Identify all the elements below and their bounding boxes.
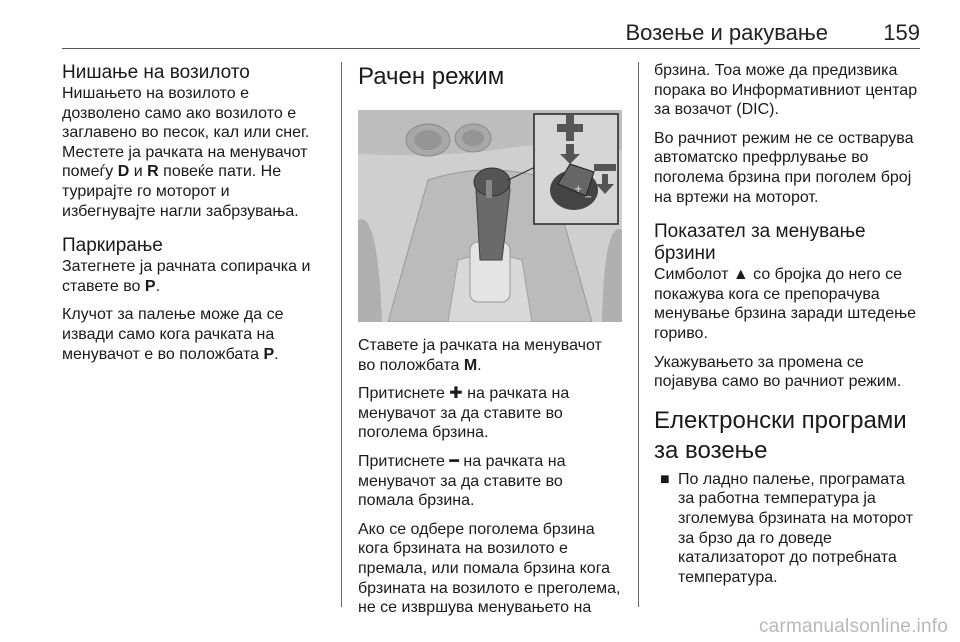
- parking-p2-text: Клучот за палење може да се извади само кога рачката на менувачот е во положбата: [62, 306, 284, 363]
- section-heading-parking: Паркирање: [62, 235, 163, 257]
- parking-paragraph-1: [62, 257, 326, 296]
- inset-minus-label: −: [584, 192, 593, 203]
- manual-paragraph-3: [358, 452, 622, 511]
- upshift-paragraph: Во рачниот режим не се остварува автоматско префрлување во поголема брзина при поголем број на вртежи на моторот.: [654, 129, 914, 206]
- indicator-paragraph-1: Симболот ▲ со бројка до него се покажува кога се препорачува менување брзина заради штедење гориво.: [654, 266, 917, 342]
- parking-p1-end: .: [155, 277, 161, 295]
- indicator-paragraph-2: Укажувањето за промена се појавува само во рачниот режим.: [654, 353, 902, 391]
- manual-paragraph-1: [358, 336, 622, 375]
- page-number: 159: [883, 20, 920, 45]
- continued-paragraph: брзина. Тоа може да предизвика порака во Информативниот центар за возачот (DIC).: [654, 62, 918, 119]
- parking-p1-text: Затегнете ја рачната сопирачка и ставете во: [62, 258, 311, 295]
- header-title: Возење и ракување: [625, 20, 828, 45]
- column-2: [358, 62, 622, 618]
- square-bullet-icon: ■: [660, 470, 670, 488]
- towing-text-b: повеќе пати. Не турирајте го моторот и избегнувајте нагли забрзувања.: [62, 163, 299, 220]
- gear-p-label: P: [263, 345, 275, 363]
- gear-p-label: P: [144, 277, 156, 295]
- manual-p2-pre: Притиснете: [358, 385, 450, 403]
- page-header: [62, 14, 920, 49]
- list-item: [654, 470, 922, 588]
- manual-p1-text: Ставете ја рачката на менувачот во положбата: [358, 337, 602, 374]
- inset-plus-label: +: [574, 184, 583, 195]
- towing-text-a: Нишањето на возилото е дозволено само ако возилото е заглавено во песок, кал или снег. Местете ја рачката на менувачот помеѓу: [62, 85, 310, 181]
- gear-m-label: M: [463, 356, 478, 374]
- watermark: carmanualsonline.info: [758, 616, 948, 637]
- gear-lever-drawing: [358, 110, 622, 322]
- manual-paragraph-4: Ако се одбере поголема брзина кога брзината на возилото е премала, или помала брзина кога брзината на возилото е преголема, не се извршува менувањето на: [358, 520, 621, 617]
- gear-lever-illustration: [358, 110, 622, 322]
- parking-paragraph-2: [62, 305, 326, 364]
- section-heading-driving-programs: Електронски програми за возење: [654, 406, 907, 464]
- column-1: [62, 62, 326, 364]
- bullet-text: По ладно палење, програмата за работна температура ја зголемува брзината на моторот за брзо да го доведе катализаторот до потребната температура.: [678, 470, 914, 586]
- manual-p3-post: на рачката на менувачот за да ставите во помала брзина.: [358, 452, 566, 510]
- manual-p2-post: на рачката на менувачот за да ставите во поголема брзина.: [358, 385, 570, 442]
- column-divider: [638, 62, 639, 607]
- minus-icon: ━: [449, 452, 459, 470]
- gear-r-label: R: [147, 163, 159, 181]
- parking-p2-end: .: [274, 345, 279, 363]
- column-3: [654, 62, 922, 587]
- section-heading-manual-mode: Рачен режим: [358, 63, 505, 90]
- section-heading-towing: Нишање на возилото: [62, 62, 250, 83]
- towing-text-and: и: [129, 163, 148, 181]
- manual-p1-end: .: [477, 356, 482, 374]
- gear-d-label: D: [117, 163, 130, 181]
- manual-paragraph-2: [358, 384, 622, 443]
- towing-paragraph: [62, 84, 326, 221]
- manual-p3-pre: Притиснете: [358, 452, 450, 470]
- column-divider: [341, 62, 342, 607]
- plus-icon: ✚: [449, 385, 463, 403]
- section-heading-shift-indicator: Показател за менување брзини: [654, 221, 866, 265]
